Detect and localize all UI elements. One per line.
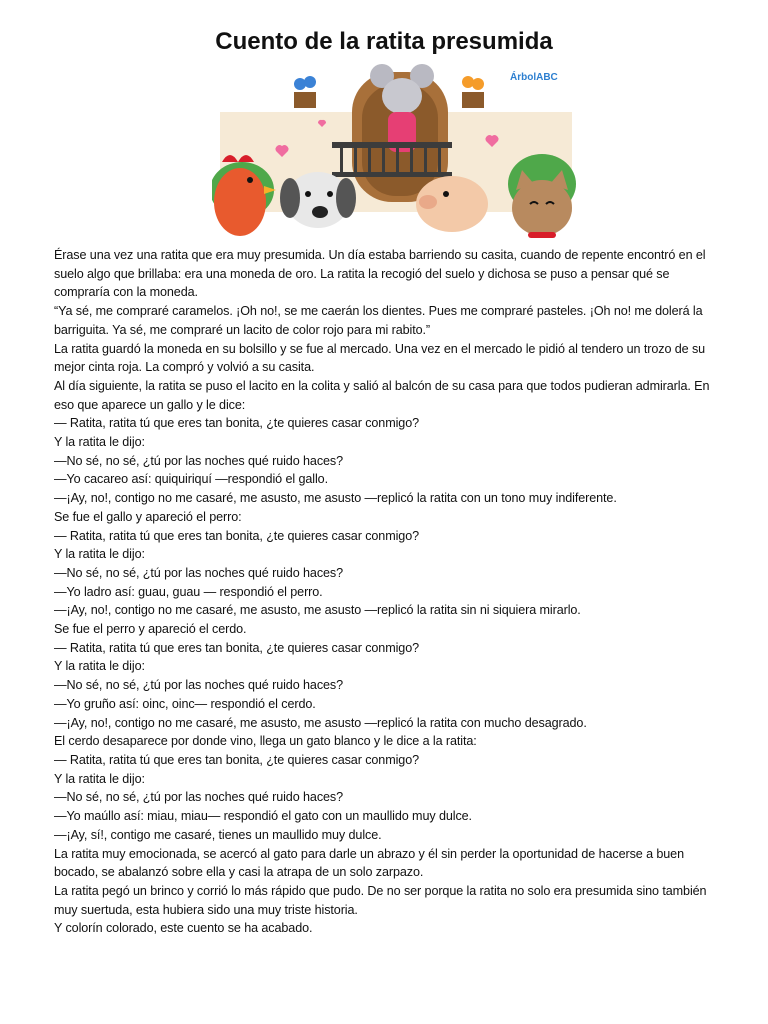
paragraph: —No sé, no sé, ¿tú por las noches qué ruido haces? bbox=[54, 790, 344, 805]
paragraph: —Yo ladro así: guau, guau — respondió el perro. bbox=[54, 584, 323, 599]
paragraph: — Ratita, ratita tú que eres tan bonita, ¿te quieres casar conmigo? bbox=[54, 528, 420, 543]
paragraph: Y la ratita le dijo: bbox=[54, 771, 145, 786]
paragraph: —Yo gruño así: oinc, oinc— respondió el cerdo. bbox=[54, 696, 316, 711]
paragraph: Se fue el gallo y apareció el perro: bbox=[54, 509, 242, 524]
paragraph: —¡Ay, no!, contigo no me casaré, me asusto, me asusto —replicó la ratita sin ni siquiera mirarlo. bbox=[54, 603, 581, 618]
paragraph: La ratita pegó un brinco y corrió lo más rápido que pudo. De no ser porque la ratita no solo era presumida sino también muy suertuda, esta hubiera sido una muy triste historia. bbox=[54, 883, 707, 917]
paragraph: —¡Ay, no!, contigo no me casaré, me asusto, me asusto —replicó la ratita con mucho desagrado. bbox=[54, 715, 587, 730]
paragraph: La ratita guardó la moneda en su bolsillo y se fue al mercado. Una vez en el mercado le pidió al tendero un trozo de su mejor cinta roja. La compró y volvió a su casita. bbox=[54, 341, 706, 375]
illustration-svg bbox=[212, 62, 582, 240]
mouse-head bbox=[382, 78, 422, 114]
paragraph: —No sé, no sé, ¿tú por las noches qué ruido haces? bbox=[54, 565, 344, 580]
paragraph: La ratita muy emocionada, se acercó al gato para darle un abrazo y él sin perder la oportunidad de hacerse a buen bocado, se abalanzó sobre ella y casi la atrapa de un solo zarpazo. bbox=[54, 846, 684, 880]
story-illustration bbox=[212, 62, 582, 240]
paragraph: Y colorín colorado, este cuento se ha acabado. bbox=[54, 921, 313, 936]
paragraph: — Ratita, ratita tú que eres tan bonita, ¿te quieres casar conmigo? bbox=[54, 640, 420, 655]
paragraph: —¡Ay, no!, contigo no me casaré, me asusto, me asusto —replicó la ratita con un tono muy indiferente. bbox=[54, 491, 617, 506]
paragraph: —¡Ay, sí!, contigo me casaré, tienes un maullido muy dulce. bbox=[54, 827, 382, 842]
cat bbox=[512, 180, 572, 236]
paragraph: —No sé, no sé, ¿tú por las noches qué ruido haces? bbox=[54, 453, 344, 468]
paragraph: Y la ratita le dijo: bbox=[54, 659, 145, 674]
logo: ÁrbolABC bbox=[510, 72, 558, 83]
page-title: Cuento de la ratita presumida bbox=[215, 28, 553, 55]
story-text bbox=[54, 246, 722, 938]
rooster bbox=[214, 168, 266, 236]
paragraph: — Ratita, ratita tú que eres tan bonita, ¿te quieres casar conmigo? bbox=[54, 416, 420, 431]
paragraph: Al día siguiente, la ratita se puso el lacito en la colita y salió al balcón de su casa para que todos pudieran admirarla. En eso que aparece un gallo y le dice: bbox=[54, 378, 710, 412]
paragraph: El cerdo desaparece por donde vino, llega un gato blanco y le dice a la ratita: bbox=[54, 734, 477, 749]
paragraph: —Yo cacareo así: quiquiriquí —respondió el gallo. bbox=[54, 472, 328, 487]
paragraph: Érase una vez una ratita que era muy presumida. Un día estaba barriendo su casita, cuando de repente encontró en el suelo algo que brillaba: era una moneda de oro. La ratita la recogió del suelo y dichosa se puso a pensar qué se compraría con la moneda. bbox=[54, 248, 706, 300]
paragraph: Y la ratita le dijo: bbox=[54, 435, 145, 450]
paragraph: — Ratita, ratita tú que eres tan bonita, ¿te quieres casar conmigo? bbox=[54, 752, 420, 767]
paragraph: —Yo maúllo así: miau, miau— respondió el gato con un maullido muy dulce. bbox=[54, 809, 472, 824]
flower-pot-left bbox=[294, 92, 316, 108]
paragraph: “Ya sé, me compraré caramelos. ¡Oh no!, se me caerán los dientes. Pues me compraré pasteles. ¡Oh no! me dolerá la barriguita. Ya sé, me compraré un lacito de color rojo para mi rabito.” bbox=[54, 304, 703, 337]
paragraph: Y la ratita le dijo: bbox=[54, 547, 145, 562]
flower-pot-right bbox=[462, 92, 484, 108]
paragraph: —No sé, no sé, ¿tú por las noches qué ruido haces? bbox=[54, 678, 344, 693]
paragraph: Se fue el perro y apareció el cerdo. bbox=[54, 622, 247, 637]
balcony-rail bbox=[332, 142, 452, 148]
